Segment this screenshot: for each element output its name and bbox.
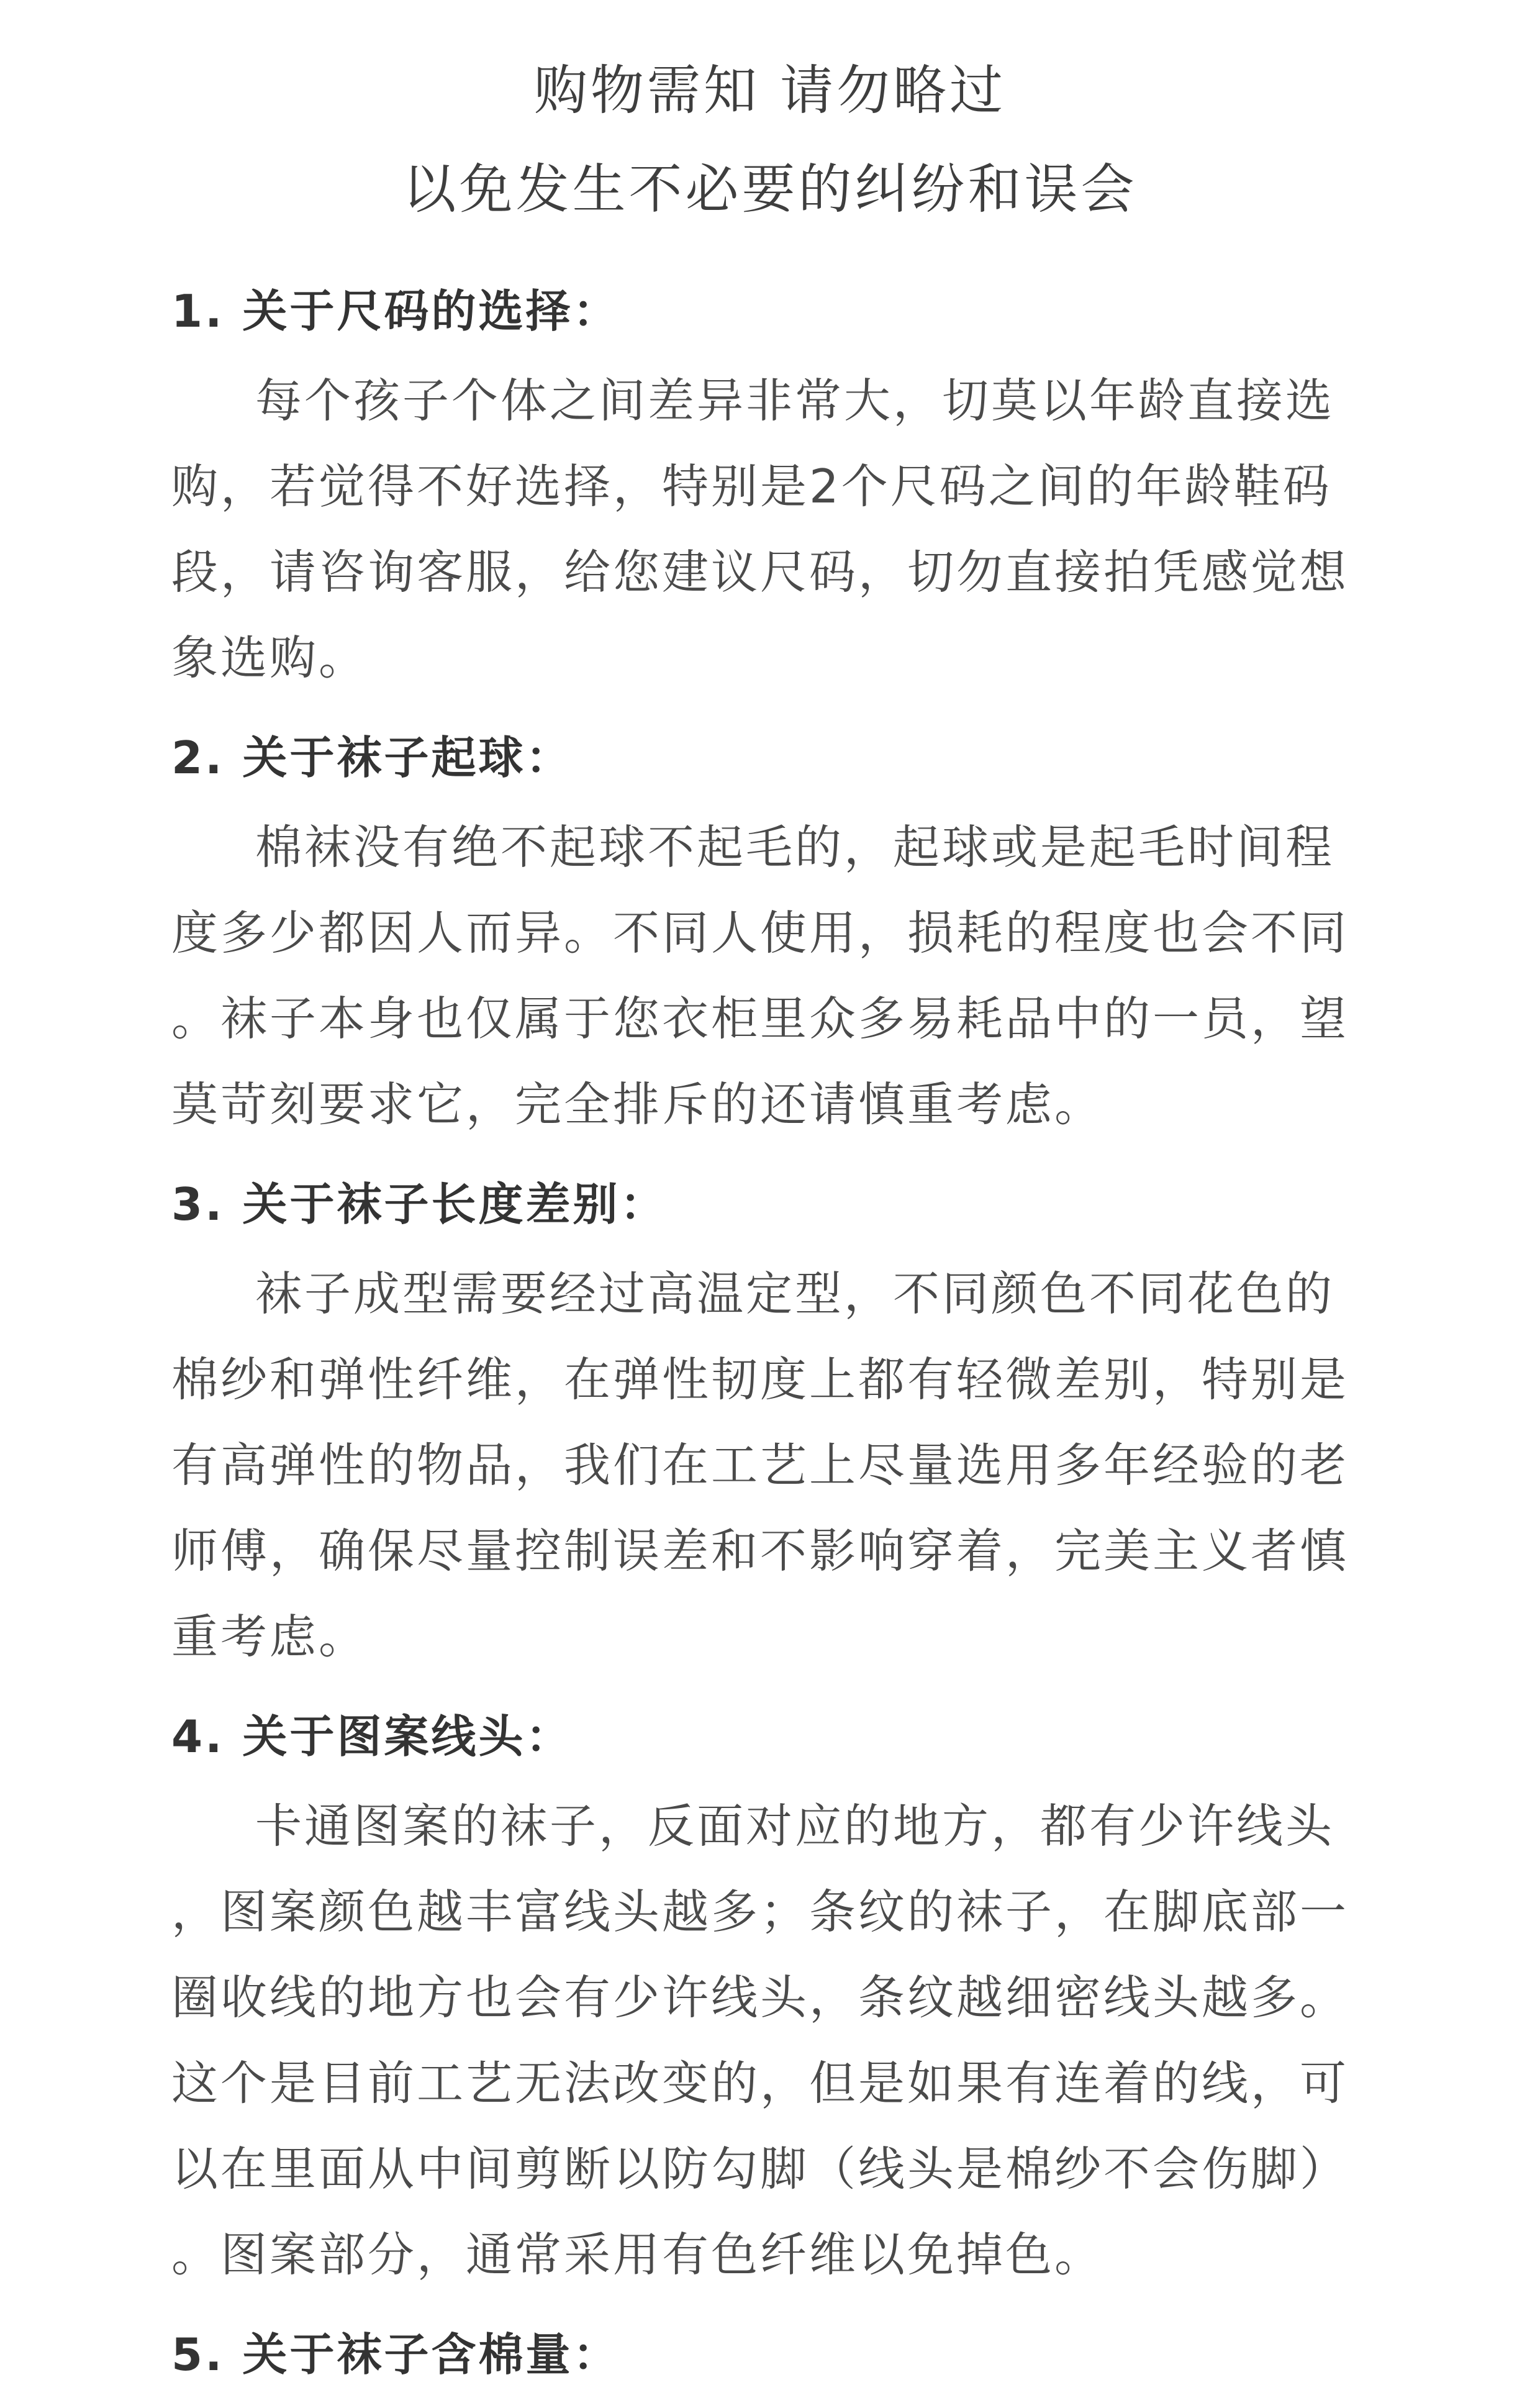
- body-line: 师傅，确保尽量控制误差和不影响穿着，完美主义者慎: [171, 1524, 1349, 1578]
- body-line: 棉纱和弹性纤维，在弹性韧度上都有轻微差别，特别是: [171, 1352, 1349, 1407]
- body-line: 象选购。: [171, 630, 368, 685]
- body-line: 圈收线的地方也会有少许线头，条纹越细密线头越多。: [171, 1970, 1349, 2025]
- body-line: 袜子成型需要经过高温定型，不同颜色不同花色的: [255, 1266, 1335, 1321]
- section-heading: 4. 关于图案线头：: [171, 1710, 573, 1763]
- notice-content: [171, 268, 1388, 2384]
- section-heading: 1. 关于尺码的选择：: [171, 285, 620, 337]
- body-line: 段，请咨询客服，给您建议尺码，切勿直接拍凭感觉想: [171, 545, 1349, 599]
- body-line: 每个孩子个体之间差异非常大，切莫以年龄直接选: [255, 373, 1335, 428]
- section-heading: 2. 关于袜子起球：: [171, 732, 573, 784]
- section-cotton-content: [171, 2325, 1388, 2384]
- body-line: 卡通图案的袜子，反面对应的地方，都有少许线头: [255, 1799, 1335, 1853]
- body-line: 。袜子本身也仅属于您衣柜里众多易耗品中的一员，望: [171, 991, 1349, 1046]
- section-heading: 3. 关于袜子长度差别：: [171, 1178, 668, 1230]
- section-sock-pilling: [171, 715, 1388, 1147]
- body-line: 重考虑。: [171, 1609, 368, 1664]
- body-line: 以在里面从中间剪断以防勾脚（线头是棉纱不会伤脚）: [171, 2142, 1349, 2196]
- section-size-selection: [171, 268, 1388, 701]
- body-line: 度多少都因人而异。不同人使用，损耗的程度也会不同: [171, 906, 1349, 960]
- section-heading: 5. 关于袜子含棉量：: [171, 2328, 620, 2381]
- body-line: 这个是目前工艺无法改变的，但是如果有连着的线，可: [171, 2056, 1349, 2110]
- body-line: 。图案部分，通常采用有色纤维以免掉色。: [171, 2227, 1104, 2282]
- notice-subtitle: 以免发生不必要的纠纷和误会: [402, 158, 1138, 220]
- body-line: ，图案颜色越丰富线头越多；条纹的袜子，在脚底部一: [171, 1884, 1349, 1939]
- section-pattern-threads: [171, 1694, 1388, 2297]
- section-sock-length: [171, 1161, 1388, 1679]
- body-line: 棉袜没有绝不起球不起毛的，起球或是起毛时间程: [255, 820, 1335, 874]
- notice-title-block: [0, 42, 1540, 239]
- body-line: 购，若觉得不好选择，特别是2个尺码之间的年龄鞋码: [171, 459, 1332, 514]
- body-line: 有高弹性的物品，我们在工艺上尽量选用多年经验的老: [171, 1438, 1349, 1492]
- notice-title: 购物需知 请勿略过: [533, 60, 1007, 122]
- body-line: 莫苛刻要求它，完全排斥的还请慎重考虑。: [171, 1077, 1104, 1132]
